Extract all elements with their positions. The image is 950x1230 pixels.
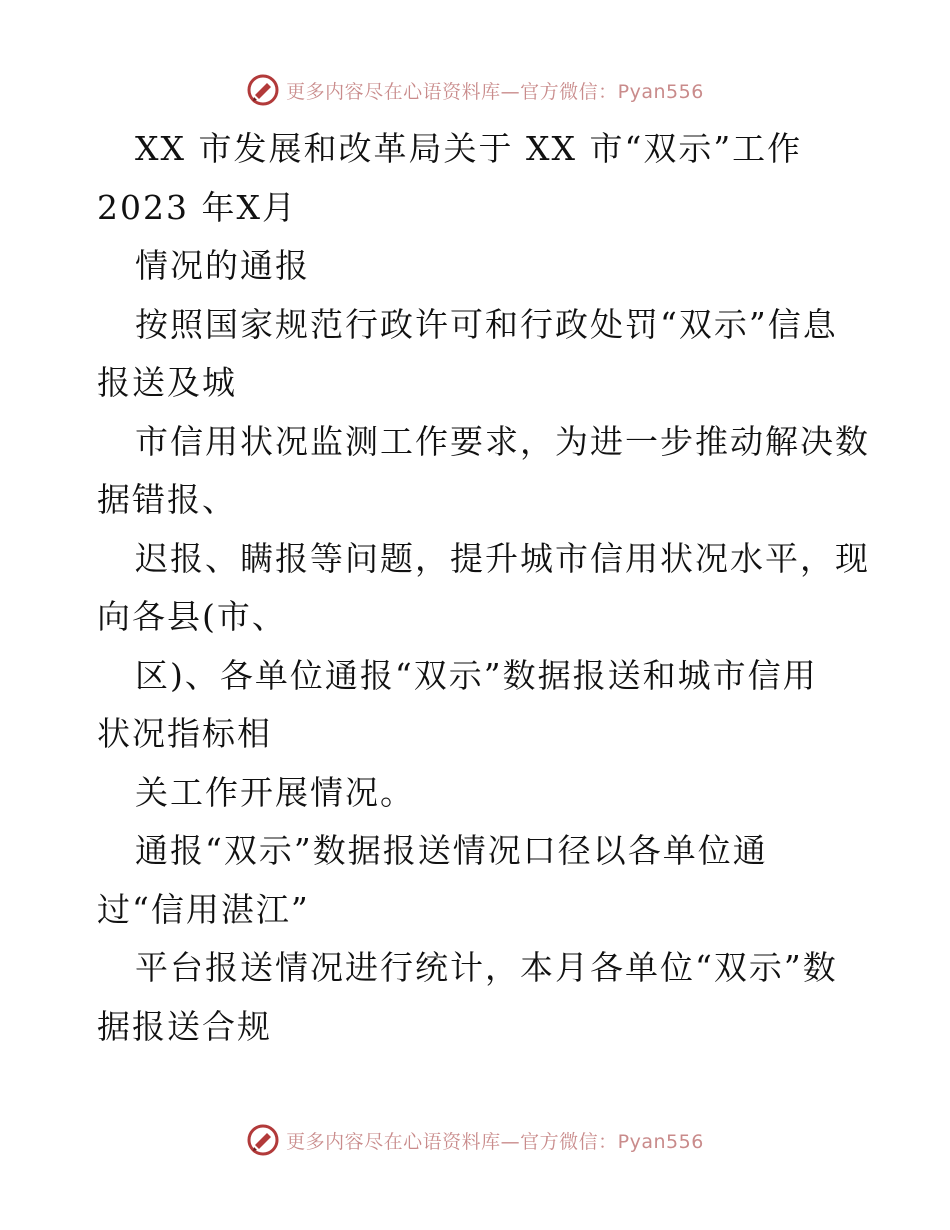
- document-body: [97, 120, 870, 1056]
- text-line: 通报“双示”数据报送情况口径以各单位通: [135, 831, 768, 870]
- text-line: 报送及城: [97, 363, 237, 402]
- logo-icon: [246, 1123, 280, 1157]
- text-line: 过“信用湛江”: [97, 889, 310, 929]
- text-line: 情况的通报: [135, 246, 310, 285]
- watermark-text: 更多内容尽在心语资料库—官方微信：Pyan556: [286, 80, 704, 103]
- text-line: 据错报、: [97, 480, 237, 519]
- text-line: 据报送合规: [97, 1006, 272, 1046]
- logo-icon: [246, 73, 280, 107]
- text-line: 按照国家规范行政许可和行政处罚“双示”信息: [135, 304, 838, 344]
- text-line: 市信用状况监测工作要求，为进一步推动解决数: [135, 421, 870, 461]
- text-line: XX 市发展和改革局关于 XX 市“双示”工作: [135, 129, 803, 168]
- watermark-footer: [0, 1120, 950, 1160]
- text-line: 2023 年X月: [97, 187, 297, 227]
- text-line: 迟报、瞒报等问题，提升城市信用状况水平，现: [135, 538, 870, 578]
- text-line: 平台报送情况进行统计，本月各单位“双示”数: [135, 948, 838, 987]
- text-line: 状况指标相: [97, 714, 272, 753]
- watermark-text: 更多内容尽在心语资料库—官方微信：Pyan556: [286, 1130, 704, 1153]
- text-line: 区)、各单位通报“双示”数据报送和城市信用: [135, 655, 818, 695]
- text-line: 向各县(市、: [97, 597, 287, 636]
- watermark-header: [0, 70, 950, 110]
- text-line: 关工作开展情况。: [135, 772, 415, 812]
